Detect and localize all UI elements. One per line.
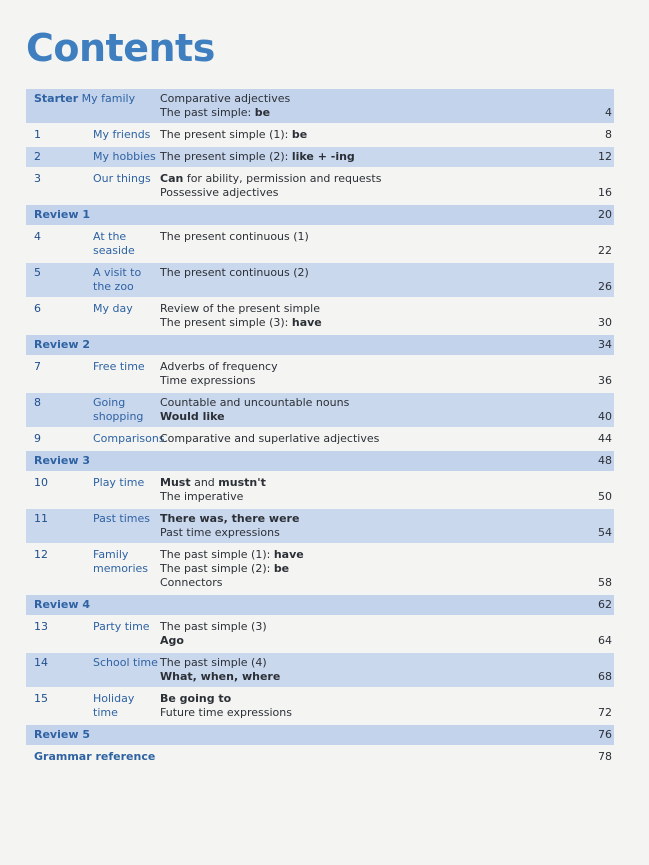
review-row <box>26 450 614 472</box>
grammar-text: and <box>190 476 219 489</box>
grammar-line <box>160 692 560 706</box>
unit-row <box>26 508 614 544</box>
unit-row <box>26 356 614 392</box>
starter-unit-title: My family <box>81 92 136 105</box>
grammar-line <box>160 706 560 720</box>
grammar-text: Past time expressions <box>160 526 280 539</box>
unit-row <box>26 428 614 450</box>
grammar-text: Future time expressions <box>160 706 292 719</box>
grammar-text: The past simple (3) <box>160 620 267 633</box>
grammar-line <box>160 172 560 186</box>
unit-title: Party time <box>93 620 150 633</box>
unit-title: Comparisons <box>93 432 165 445</box>
grammar-keyword: Can <box>160 172 184 185</box>
grammar-line <box>160 92 560 106</box>
unit-grammar <box>160 262 560 298</box>
grammar-line <box>160 302 560 316</box>
review-label: Review 1 <box>26 204 560 226</box>
starter-cell <box>26 89 160 124</box>
unit-row <box>26 688 614 724</box>
page-number: 76 <box>560 724 614 746</box>
page-number: 12 <box>560 146 614 168</box>
grammar-keyword: What, when, where <box>160 670 281 683</box>
unit-grammar <box>160 226 560 262</box>
grammar-line <box>160 670 560 684</box>
page-number: 16 <box>598 186 612 199</box>
unit-number: 8 <box>26 392 93 428</box>
page-number: 78 <box>598 750 612 763</box>
starter-grammar-cell <box>160 89 560 124</box>
grammar-text: The present simple (3): <box>160 316 292 329</box>
unit-title: My hobbies <box>93 146 160 168</box>
page-number: 48 <box>560 450 614 472</box>
unit-title: School time <box>93 652 160 688</box>
grammar-text: for ability, permission and requests <box>183 172 382 185</box>
unit-number: 10 <box>34 476 48 489</box>
unit-row <box>26 262 614 298</box>
grammar-line <box>160 374 560 388</box>
unit-grammar <box>160 356 560 392</box>
unit-grammar <box>160 508 560 544</box>
unit-grammar <box>160 392 560 428</box>
unit-row <box>26 124 614 146</box>
grammar-keyword: be <box>291 128 308 141</box>
grammar-line <box>160 230 560 244</box>
review-label: Review 5 <box>26 724 560 746</box>
unit-number: 3 <box>34 172 41 185</box>
page-number: 50 <box>598 490 612 503</box>
grammar-line <box>160 576 560 590</box>
grammar-line <box>160 432 560 446</box>
unit-title: Going shopping <box>93 392 160 428</box>
unit-number: 9 <box>34 432 41 445</box>
grammar-text: The imperative <box>160 490 244 503</box>
grammar-line <box>160 266 560 280</box>
unit-title: At the seaside <box>93 230 135 257</box>
grammar-reference-label: Grammar reference <box>34 750 156 763</box>
grammar-line <box>160 512 560 526</box>
unit-number: 4 <box>34 230 41 243</box>
page-number: 36 <box>598 374 612 387</box>
unit-grammar <box>160 428 560 450</box>
grammar-text: Comparative and superlative adjectives <box>160 432 380 445</box>
unit-title: My day <box>93 302 133 315</box>
page-number: 8 <box>605 128 612 141</box>
page-number: 64 <box>598 634 612 647</box>
grammar-line <box>160 186 560 200</box>
page-number: 22 <box>598 244 612 257</box>
page-title: Contents <box>26 26 215 70</box>
grammar-line <box>160 128 560 142</box>
grammar-text: Countable and uncountable nouns <box>160 396 350 409</box>
unit-row <box>26 544 614 594</box>
grammar-text: Time expressions <box>160 374 256 387</box>
grammar-text: The past simple (2): <box>160 562 274 575</box>
grammar-line <box>160 562 560 576</box>
unit-title: Holiday time <box>93 692 135 719</box>
unit-title: My friends <box>93 128 151 141</box>
grammar-text: Comparative adjectives <box>160 92 291 105</box>
unit-number: 1 <box>34 128 41 141</box>
review-row <box>26 594 614 616</box>
grammar-text: The present continuous (2) <box>160 266 309 279</box>
grammar-keyword: like + -ing <box>291 150 355 163</box>
unit-grammar <box>160 544 560 594</box>
grammar-reference-row <box>26 746 614 768</box>
page-number: 20 <box>560 204 614 226</box>
unit-grammar <box>160 688 560 724</box>
unit-title: Free time <box>93 360 145 373</box>
page-number: 54 <box>560 508 614 544</box>
grammar-keyword: Must <box>160 476 191 489</box>
grammar-text: The present simple (2): <box>160 150 292 163</box>
unit-row <box>26 392 614 428</box>
unit-number: 13 <box>34 620 48 633</box>
grammar-keyword: There was, there were <box>160 512 300 525</box>
grammar-line <box>160 548 560 562</box>
grammar-text: Adverbs of frequency <box>160 360 278 373</box>
unit-row <box>26 146 614 168</box>
unit-row <box>26 472 614 508</box>
unit-grammar <box>160 298 560 334</box>
unit-number: 2 <box>26 146 93 168</box>
unit-title: Family memories <box>93 548 149 575</box>
grammar-keyword: Would like <box>160 410 225 423</box>
grammar-line <box>160 316 560 330</box>
unit-title: Past times <box>93 508 160 544</box>
unit-title: A visit to the zoo <box>93 262 160 298</box>
unit-grammar <box>160 652 560 688</box>
grammar-keyword: be <box>273 562 290 575</box>
unit-row <box>26 652 614 688</box>
grammar-keyword: Ago <box>160 634 184 647</box>
unit-grammar <box>160 124 560 146</box>
grammar-keyword: mustn't <box>218 476 266 489</box>
grammar-line <box>160 656 560 670</box>
review-row <box>26 204 614 226</box>
unit-title: Our things <box>93 172 151 185</box>
grammar-line <box>160 620 560 634</box>
page-number: 26 <box>560 262 614 298</box>
grammar-keyword: have <box>291 316 322 329</box>
unit-number: 15 <box>34 692 48 705</box>
grammar-line <box>160 360 560 374</box>
unit-number: 7 <box>34 360 41 373</box>
grammar-text: Possessive adjectives <box>160 186 279 199</box>
page-number: 62 <box>560 594 614 616</box>
grammar-text: Review of the present simple <box>160 302 321 315</box>
unit-grammar <box>160 616 560 652</box>
review-row <box>26 334 614 356</box>
grammar-line <box>160 634 560 648</box>
page-number: 58 <box>598 576 612 589</box>
page-number: 30 <box>598 316 612 329</box>
review-label: Review 2 <box>26 334 560 356</box>
grammar-keyword: Be going to <box>160 692 232 705</box>
page-number: 72 <box>598 706 612 719</box>
page-number: 34 <box>560 334 614 356</box>
unit-row <box>26 298 614 334</box>
page-number: 68 <box>560 652 614 688</box>
starter-prefix: Starter <box>34 92 79 105</box>
review-label: Review 4 <box>26 594 560 616</box>
page-number: 44 <box>598 432 612 445</box>
unit-number: 11 <box>26 508 93 544</box>
grammar-line <box>160 106 560 120</box>
grammar-keyword: be <box>254 106 271 119</box>
review-label: Review 3 <box>26 450 560 472</box>
unit-grammar <box>160 146 560 168</box>
starter-page-number: 4 <box>560 89 614 124</box>
grammar-line <box>160 526 560 540</box>
grammar-text: The present simple (1): <box>160 128 292 141</box>
unit-title: Play time <box>93 476 145 489</box>
grammar-text: The present continuous (1) <box>160 230 309 243</box>
unit-number: 6 <box>34 302 41 315</box>
starter-row <box>26 89 614 124</box>
grammar-text: The past simple (4) <box>160 656 267 669</box>
grammar-line <box>160 490 560 504</box>
grammar-line <box>160 410 560 424</box>
grammar-text: The past simple (1): <box>160 548 274 561</box>
unit-row <box>26 616 614 652</box>
unit-grammar <box>160 168 560 204</box>
unit-number: 5 <box>26 262 93 298</box>
unit-number: 12 <box>34 548 48 561</box>
page-number: 40 <box>560 392 614 428</box>
grammar-line <box>160 396 560 410</box>
grammar-text: The past simple: <box>160 106 255 119</box>
grammar-line <box>160 150 560 164</box>
grammar-keyword: have <box>273 548 304 561</box>
grammar-text: Connectors <box>160 576 223 589</box>
grammar-line <box>160 476 560 490</box>
contents-table-body <box>26 89 614 768</box>
unit-row <box>26 226 614 262</box>
review-row <box>26 724 614 746</box>
contents-table <box>26 89 614 769</box>
unit-row <box>26 168 614 204</box>
unit-grammar <box>160 472 560 508</box>
unit-number: 14 <box>26 652 93 688</box>
